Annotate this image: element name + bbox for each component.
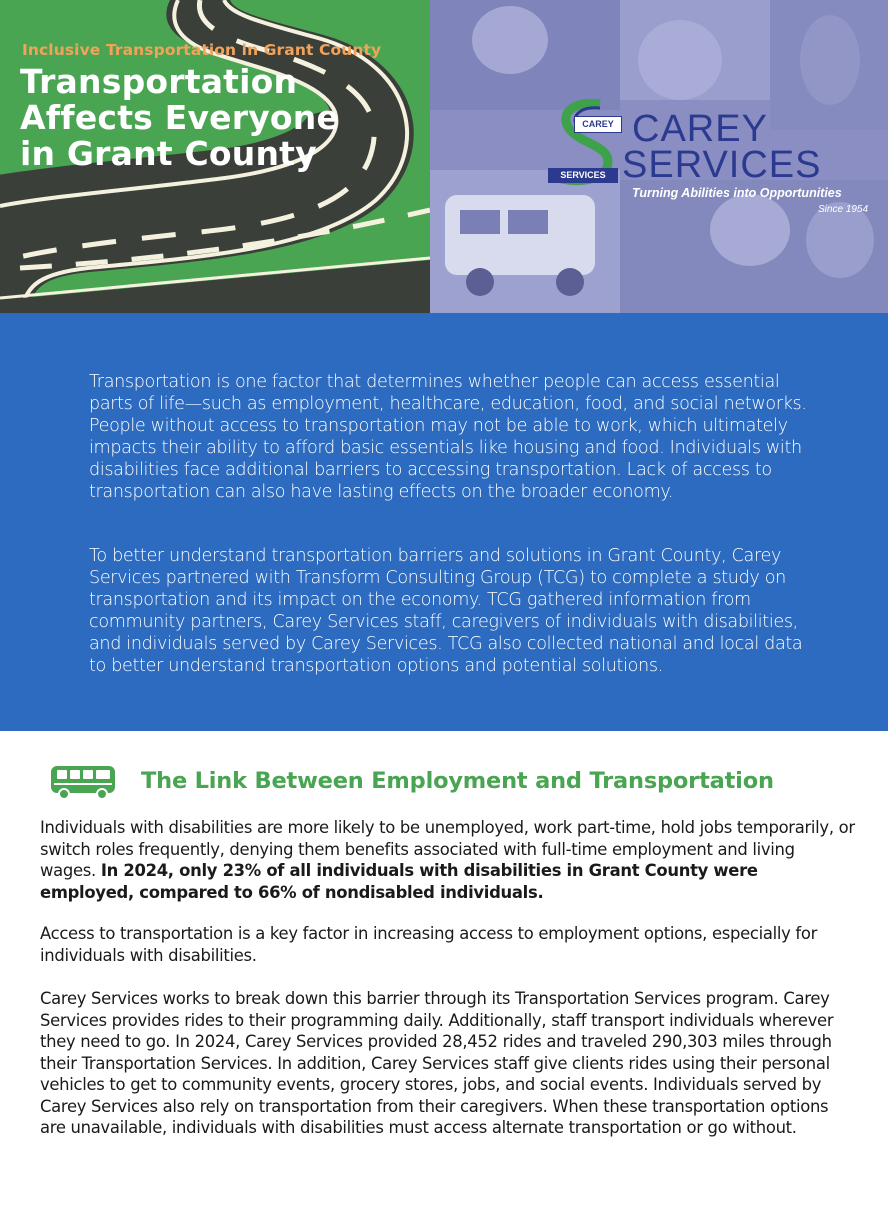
logo-name-line1: CAREY: [632, 108, 768, 150]
logo-since: Since 1954: [818, 204, 869, 215]
hero-banner: [0, 0, 888, 313]
body-text: Individuals with disabilities are more likely to be unemployed, work part-time, hold jobs temporarily, or switch roles frequently, denying them benefits associated with full-time employment and living wages.: [40, 818, 855, 880]
intro-paragraph: Transportation is one factor that determines whether people can access essential parts of life—such as employment, healthcare, education, food, and social networks. People without access to transportation may not be able to work, which ultimately impacts their ability to afford basic essentials like housing and food. Individuals with disabilities face additional barriers to accessing transportation. Lack of access to transportation can also have lasting effects on the broader economy.: [89, 372, 807, 502]
logo-tagline: Turning Abilities into Opportunities: [632, 186, 842, 200]
logo-name-line2: SERVICES: [622, 144, 822, 186]
road-illustration: [0, 0, 430, 313]
logo-badge-bottom: SERVICES: [548, 168, 618, 183]
body-paragraph: [40, 817, 855, 903]
body-paragraph: Access to transportation is a key factor in increasing access to employment options, especially for individuals with disabilities.: [40, 924, 818, 965]
carey-services-logo: [548, 98, 888, 218]
logo-badge-top: CAREY: [574, 116, 622, 133]
page-title: Transportation Affects Everyone in Grant County: [20, 62, 340, 173]
body-highlight: In 2024, only 23% of all individuals with disabilities in Grant County were employed, compared to 66% of nondisabled individuals.: [40, 861, 758, 902]
hero-kicker: Inclusive Transportation in Grant County: [22, 41, 382, 59]
bus-icon: [50, 765, 116, 801]
section-heading: The Link Between Employment and Transportation: [141, 768, 774, 794]
intro-panel: [0, 313, 888, 731]
body-paragraph: Carey Services works to break down this barrier through its Transportation Services program. Carey Services provides rides to their programming daily. Additionally, staff transport individuals wherever they need to go. In 2024, Carey Services provided 28,452 rides and traveled 290,303 miles through their Transportation Services. In addition, Carey Services staff give clients rides using their personal vehicles to get to community events, grocery stores, jobs, and social events. Individuals served by Carey Services also rely on transportation from their caregivers. When these transportation options are unavailable, individuals with disabilities must access alternate transportation or go without.: [40, 989, 834, 1137]
logo-s-icon: [548, 98, 628, 198]
photo-collage: [430, 0, 888, 313]
intro-paragraph: To better understand transportation barriers and solutions in Grant County, Carey Services partnered with Transform Consulting Group (TCG) to complete a study on transportation and its impact on the economy. TCG gathered information from community partners, Carey Services staff, caregivers of individuals with disabilities, and individuals served by Carey Services. TCG also collected national and local data to better understand transportation options and potential solutions.: [89, 546, 803, 676]
